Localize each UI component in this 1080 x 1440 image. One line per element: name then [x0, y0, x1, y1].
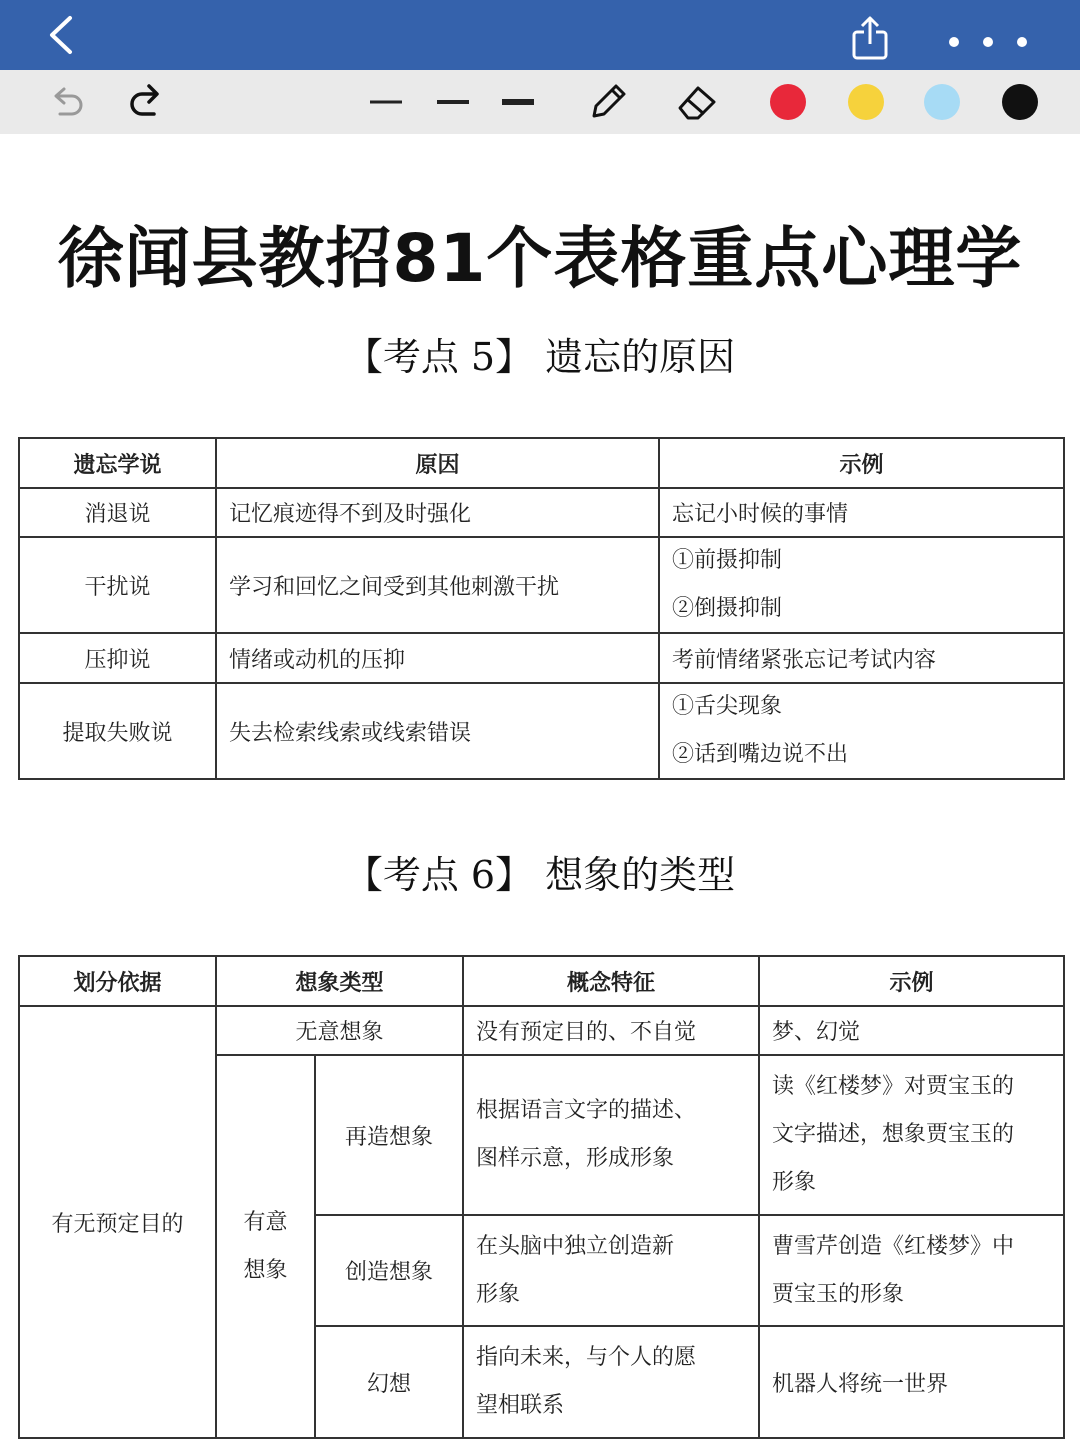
- feature-cell: 没有预定目的、不自觉: [464, 1007, 760, 1056]
- example-cell: 机器人将统一世界: [760, 1327, 1065, 1439]
- example-cell: [760, 1056, 1065, 1216]
- example-cell: [760, 1216, 1065, 1327]
- back-icon[interactable]: [42, 14, 84, 56]
- example-cell: [660, 538, 1065, 634]
- feature-cell: [464, 1327, 760, 1439]
- eraser-icon[interactable]: [674, 80, 720, 124]
- type-cell: 幻想: [316, 1327, 464, 1439]
- redo-icon[interactable]: [126, 82, 168, 122]
- feature-line: 望相联系: [476, 1393, 565, 1418]
- type-cell: 再造想象: [316, 1056, 464, 1216]
- type-cell: 无意想象: [217, 1007, 464, 1056]
- feature-cell: [464, 1056, 760, 1216]
- table-header: 划分依据: [20, 957, 217, 1007]
- table-header: 原因: [217, 439, 660, 489]
- example-line: 形象: [772, 1170, 817, 1195]
- table-header: 遗忘学说: [20, 439, 217, 489]
- feature-line: 图样示意，形成形象: [476, 1146, 675, 1171]
- color-swatch-yellow[interactable]: [848, 84, 884, 120]
- example-line: 曹雪芹创造《红楼梦》中: [772, 1233, 1015, 1259]
- table-header: 示例: [760, 957, 1065, 1007]
- theory-cell: 提取失败说: [20, 684, 217, 780]
- basis-cell: 有无预定目的: [20, 1007, 217, 1439]
- example-line: ②倒摄抑制: [672, 596, 783, 621]
- section5-heading: 【考点 5】 遗忘的原因: [344, 335, 736, 379]
- imagination-table: [18, 955, 1065, 1439]
- table-header: 想象类型: [217, 957, 464, 1007]
- feature-line: 形象: [476, 1281, 521, 1307]
- cause-cell: 情绪或动机的压抑: [217, 634, 660, 684]
- more-icon[interactable]: [938, 22, 1038, 62]
- example-cell: 忘记小时候的事情: [660, 489, 1065, 538]
- example-line: ①前摄抑制: [672, 548, 783, 573]
- theory-cell: 消退说: [20, 489, 217, 538]
- theory-cell: 干扰说: [20, 538, 217, 634]
- intentional-label-line: 有意: [243, 1209, 288, 1235]
- example-cell: 考前情绪紧张忘记考试内容: [660, 634, 1065, 684]
- example-line: 贾宝玉的形象: [772, 1281, 905, 1307]
- intentional-label-cell: [217, 1056, 316, 1439]
- page-title: 徐闻县教招81个表格重点心理学: [57, 220, 1023, 297]
- theory-cell: 压抑说: [20, 634, 217, 684]
- example-cell: 梦、幻觉: [760, 1007, 1065, 1056]
- color-swatch-lightblue[interactable]: [924, 84, 960, 120]
- table-header: 示例: [660, 439, 1065, 489]
- color-swatch-red[interactable]: [770, 84, 806, 120]
- thick-line-icon[interactable]: [500, 96, 536, 108]
- type-cell: 创造想象: [316, 1216, 464, 1327]
- table-header: 概念特征: [464, 957, 760, 1007]
- cause-cell: 学习和回忆之间受到其他刺激干扰: [217, 538, 660, 634]
- feature-line: 根据语言文字的描述、: [476, 1098, 697, 1123]
- medium-line-icon[interactable]: [435, 96, 471, 108]
- color-swatch-black[interactable]: [1002, 84, 1038, 120]
- example-cell: [660, 684, 1065, 780]
- feature-line: 在头脑中独立创造新: [476, 1233, 675, 1259]
- undo-icon[interactable]: [46, 84, 86, 120]
- share-icon[interactable]: [848, 14, 892, 62]
- example-line: ②话到嘴边说不出: [672, 742, 849, 767]
- cause-cell: 记忆痕迹得不到及时强化: [217, 489, 660, 538]
- forgetting-table: [18, 437, 1065, 780]
- cause-cell: 失去检索线索或线索错误: [217, 684, 660, 780]
- example-line: ①舌尖现象: [672, 694, 783, 719]
- intentional-label-line: 想象: [243, 1257, 288, 1283]
- feature-cell: [464, 1216, 760, 1327]
- pen-icon[interactable]: [586, 80, 630, 124]
- section6-heading: 【考点 6】 想象的类型: [344, 853, 736, 897]
- example-line: 读《红楼梦》对贾宝玉的: [772, 1074, 1015, 1099]
- feature-line: 指向未来，与个人的愿: [476, 1345, 697, 1370]
- example-line: 文字描述，想象贾宝玉的: [772, 1122, 1015, 1147]
- thin-line-icon[interactable]: [368, 96, 404, 108]
- top-app-bar: [0, 0, 1080, 70]
